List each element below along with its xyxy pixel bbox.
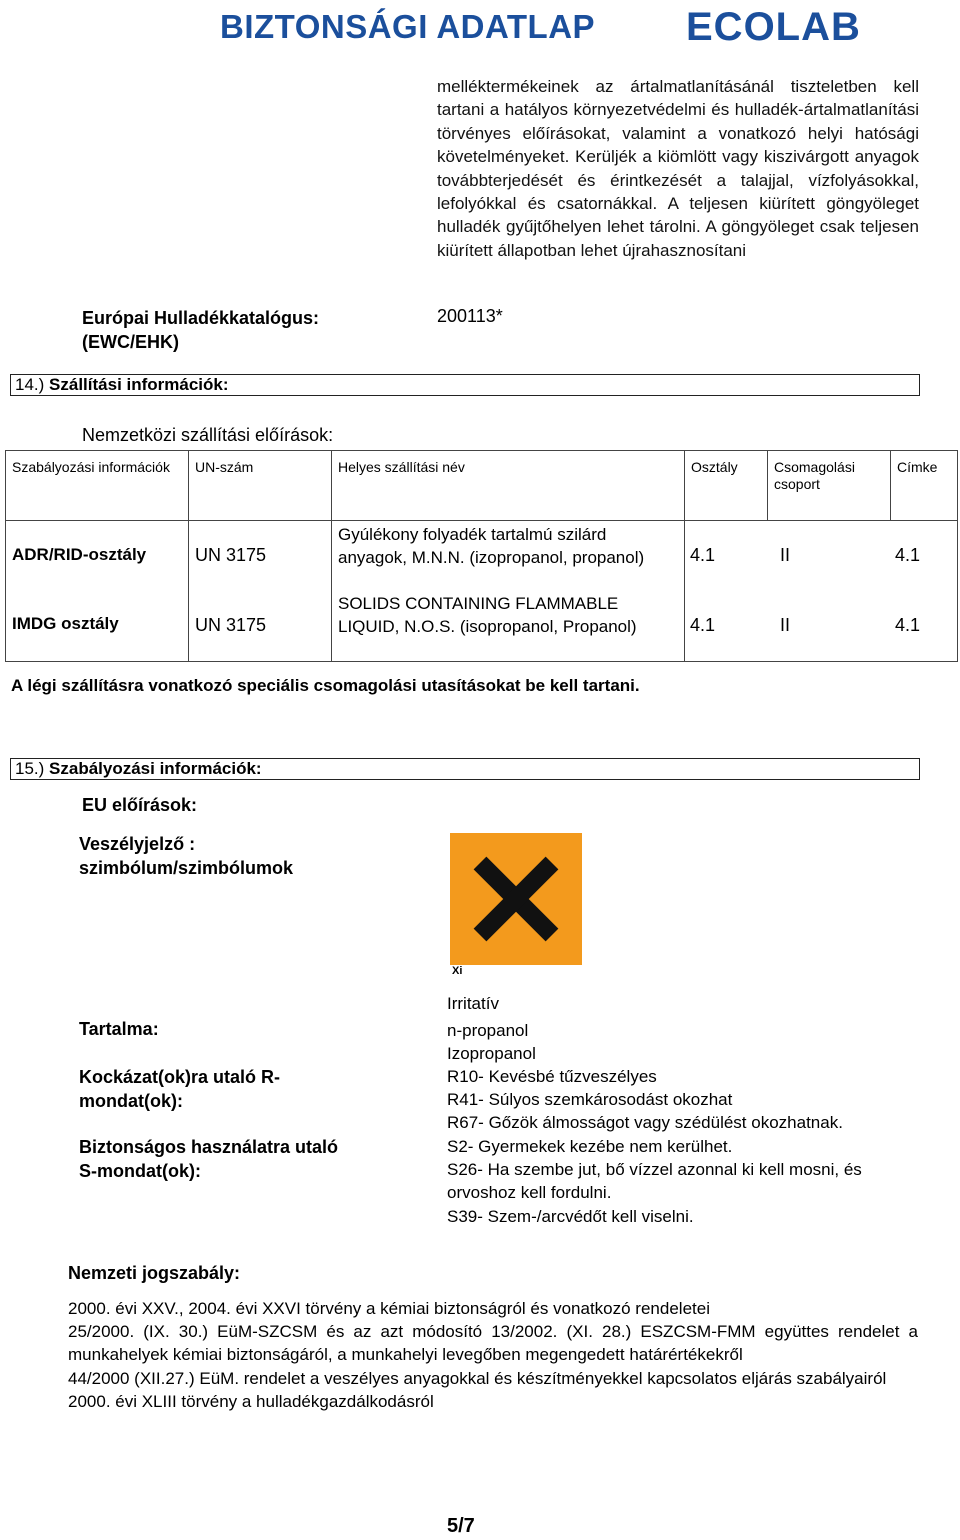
header-reg: Szabályozási információk xyxy=(6,451,189,521)
list-item: 2000. évi XXV., 2004. évi XXVI törvény a kémiai biztonságról és vonatkozó rendeletei xyxy=(68,1299,710,1318)
transport-table xyxy=(5,450,958,662)
reg-imdg: IMDG osztály xyxy=(12,614,119,633)
name-imdg: SOLIDS CONTAINING FLAMMABLE LIQUID, N.O.S. (isopropanol, Propanol) xyxy=(338,594,637,636)
list-item: Izopropanol xyxy=(447,1044,536,1064)
table-header-row xyxy=(6,451,958,521)
r-phrases-list xyxy=(447,1065,947,1135)
international-transport-heading: Nemzetközi szállítási előírások: xyxy=(82,425,334,445)
air-transport-note: A légi szállításra vonatkozó speciális csomagolási utasításokat be kell tartani. xyxy=(11,676,640,695)
list-item: S39- Szem-/arcvédőt kell viselni. xyxy=(447,1206,694,1226)
reg-cell xyxy=(6,521,189,662)
ewc-label: Európai Hulladékkatalógus: (EWC/EHK) xyxy=(82,308,320,352)
reg-adr: ADR/RID-osztály xyxy=(12,545,147,564)
national-legislation-text xyxy=(68,1297,918,1413)
header-packing: Csomagolási csoport xyxy=(768,451,891,521)
contents-list xyxy=(447,1019,947,1065)
name-adr: Gyúlékony folyadék tartalmú szilárd anyagok, M.N.N. (izopropanol, propanol) xyxy=(338,525,645,567)
svg-text:ECOLAB: ECOLAB xyxy=(686,5,861,49)
s-phrases-list xyxy=(447,1135,922,1228)
table-body-row xyxy=(6,521,958,662)
header-label: Címke xyxy=(891,451,958,521)
class-adr: 4.1 xyxy=(690,545,716,565)
pack-adr: II xyxy=(780,545,791,565)
ewc-value: 200113* xyxy=(437,306,503,326)
name-cell xyxy=(332,521,685,662)
header-un: UN-szám xyxy=(189,451,332,521)
ecolab-logo xyxy=(686,2,872,54)
list-item: S2- Gyermekek kezébe nem kerülhet. xyxy=(447,1137,733,1156)
section-14-header: 14.) Szállítási információk: xyxy=(10,374,920,396)
header-name: Helyes szállítási név xyxy=(332,451,685,521)
irritant-hazard-icon xyxy=(450,833,582,965)
class-imdg: 4.1 xyxy=(690,615,716,635)
header-class: Osztály xyxy=(685,451,768,521)
list-item: 25/2000. (IX. 30.) EüM-SZCSM és az azt módosító 13/2002. (XI. 28.) ESZCSM-FMM együttes rendelet a munkahelyek kémiai biztonságáról, a munkahelyi levegőben megengedett határértékekről xyxy=(68,1322,918,1365)
national-legislation-heading: Nemzeti jogszabály: xyxy=(68,1263,241,1283)
pack-imdg: II xyxy=(780,615,791,635)
list-item: 2000. évi XLIII törvény a hulladékgazdálkodásról xyxy=(68,1391,434,1411)
label-adr: 4.1 xyxy=(895,545,921,565)
un-adr: UN 3175 xyxy=(195,545,267,565)
un-cell xyxy=(189,521,332,662)
un-imdg: UN 3175 xyxy=(195,615,267,635)
hazard-symbol-code: Xi xyxy=(452,965,463,977)
list-item: R10- Kevésbé tűzveszélyes xyxy=(447,1067,657,1086)
disposal-paragraph: melléktermékeinek az ártalmatlanításánál tiszteletben kell tartani a hatályos környezetvédelmi és hulladék-ártalmatlanítási törvényes előírásokat, valamint a vonatkozó helyi hatósági követelményeket. Kerüljék a kiömlött vagy kiszivárgott anyagok továbbterjedését és érintkezését a talajjal, vízfolyásokkal, lefolyókkal és csatornákkal. A teljesen kiürített göngyöleget hulladék gyűjtőhelyen lehet tárolni. A göngyöleget csak teljesen kiürített állapotban lehet újrahasznosítani xyxy=(437,77,919,260)
label-imdg: 4.1 xyxy=(895,615,921,635)
document-title: BIZTONSÁGI ADATLAP xyxy=(220,8,596,45)
contents-label: Tartalma: xyxy=(79,1019,159,1039)
class-pack-label-cell xyxy=(685,521,958,662)
hazard-symbol-name: Irritatív xyxy=(447,994,499,1013)
r-phrases-label: Kockázat(ok)ra utaló R- mondat(ok): xyxy=(79,1067,281,1111)
section-15-header: 15.) Szabályozási információk: xyxy=(10,758,920,780)
page-number: 5/7 xyxy=(447,1515,475,1537)
list-item: 44/2000 (XII.27.) EüM. rendelet a veszélyes anyagokkal és készítményekkel kapcsolatos eljárás szabályairól xyxy=(68,1368,887,1388)
hazard-symbol-label: Veszélyjelző : szimbólum/szimbólumok xyxy=(79,834,294,878)
list-item: R67- Gőzök álmosságot vagy szédülést okozhatnak. xyxy=(447,1113,843,1133)
list-item: S26- Ha szembe jut, bő vízzel azonnal ki kell mosni, és orvoshoz kell fordulni. xyxy=(447,1160,862,1203)
list-item: n-propanol xyxy=(447,1021,529,1040)
s-phrases-label: Biztonságos használatra utaló S-mondat(ok): xyxy=(79,1137,339,1181)
list-item: R41- Súlyos szemkárosodást okozhat xyxy=(447,1090,733,1110)
eu-regulations-heading: EU előírások: xyxy=(82,795,198,815)
